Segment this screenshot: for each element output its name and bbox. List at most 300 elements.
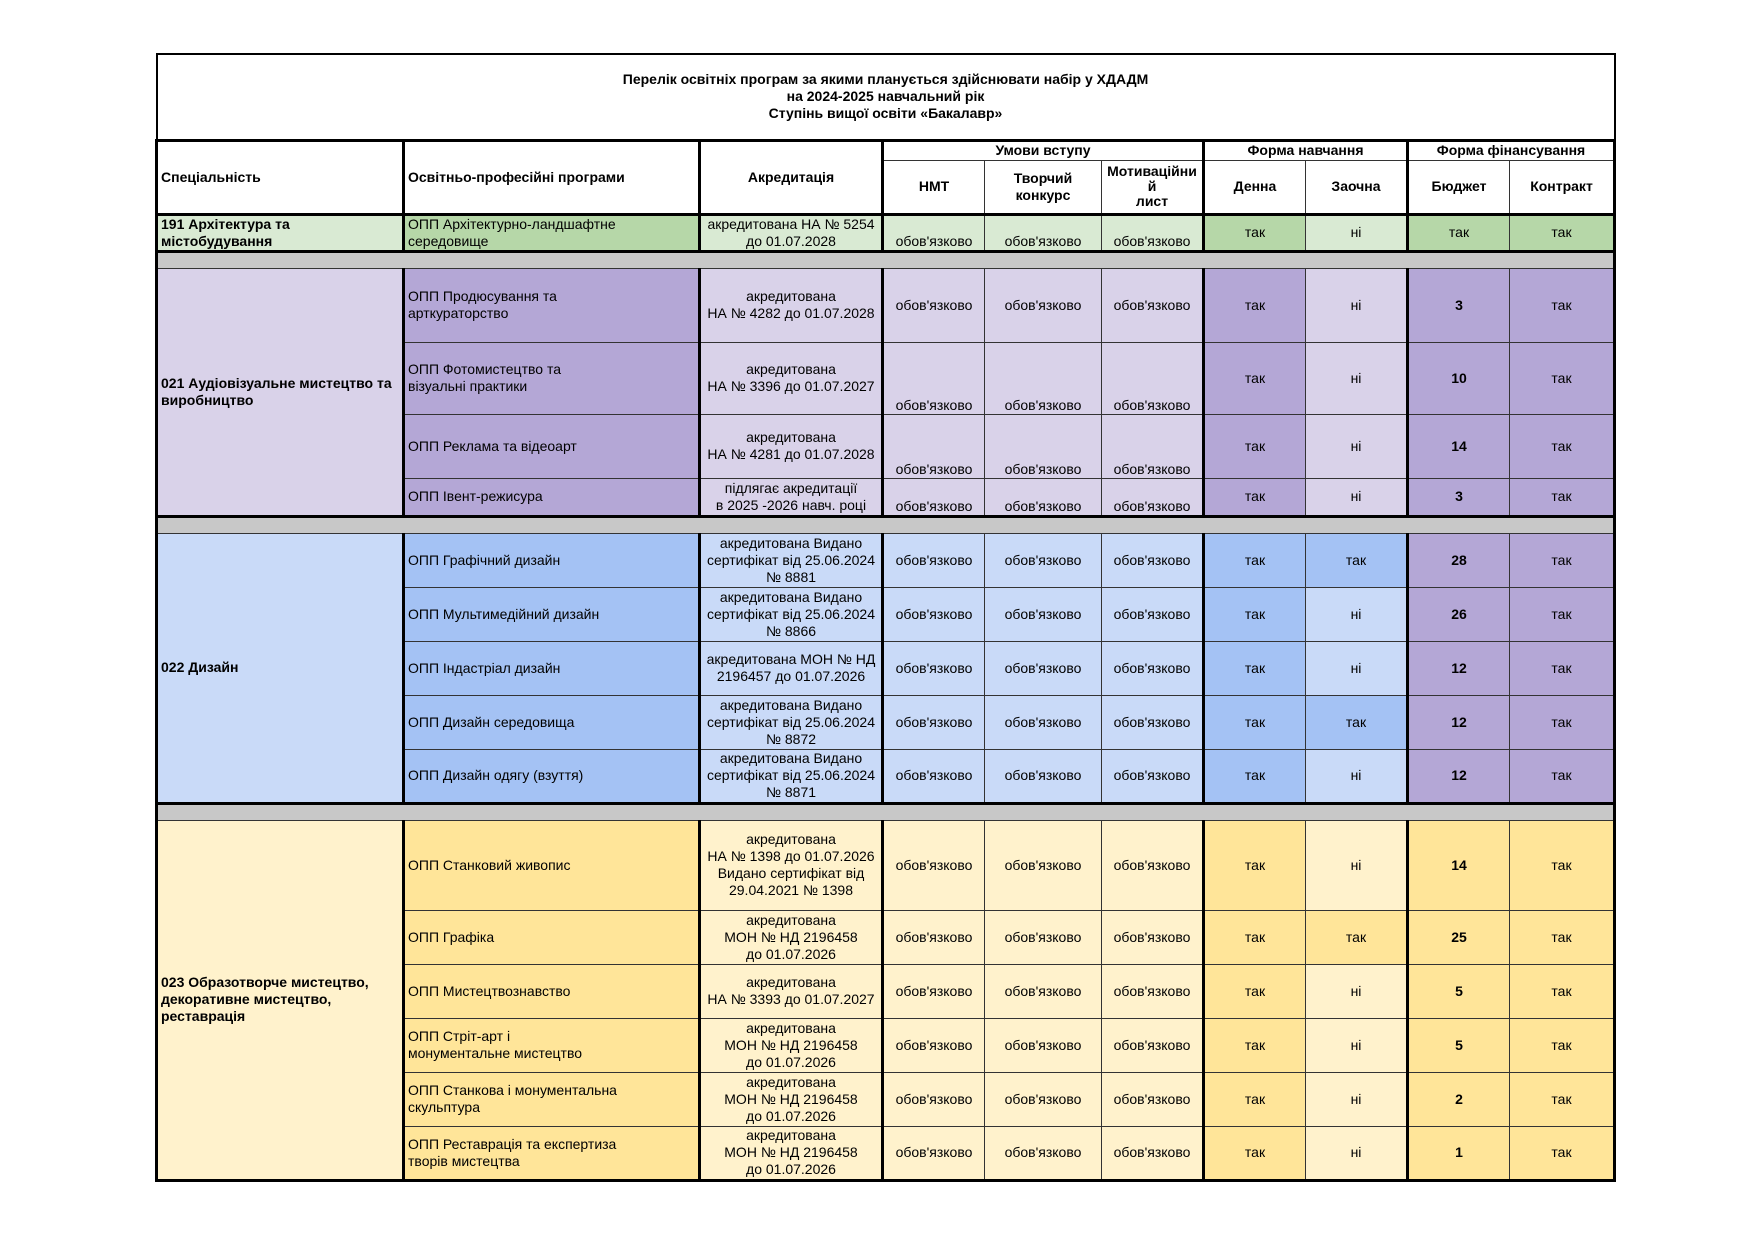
program-cell-line-2: скульптура [408, 1099, 481, 1115]
accreditation-cell-line-2: до 01.07.2028 [746, 232, 836, 249]
budget-cell [1408, 641, 1510, 695]
program-cell-line-2: монументальне мистецтво [408, 1045, 583, 1061]
header-study-form: Форма навчання [1204, 140, 1408, 160]
motivation-cell [1102, 587, 1204, 641]
program-cell [404, 1018, 700, 1072]
program-cell [404, 587, 700, 641]
budget-cell [1408, 695, 1510, 749]
nmt-cell-line-1: обов'язково [895, 767, 973, 783]
creative-cell [985, 964, 1102, 1018]
accreditation-cell-line-3: до 01.07.2026 [746, 945, 836, 962]
accreditation-cell-line-1: акредитована [746, 1019, 836, 1036]
fulltime-cell-line-1: так [1244, 713, 1266, 730]
accreditation-cell [700, 533, 883, 587]
fulltime-cell [1204, 1126, 1306, 1180]
budget-cell [1408, 478, 1510, 516]
accreditation-cell-line-2: сертифікат від 25.06.2024 [706, 551, 875, 568]
parttime-cell-line-1: ні [1350, 605, 1362, 622]
contract-cell-line-1: так [1551, 369, 1572, 386]
contract-cell-line-1: так [1551, 982, 1572, 999]
section-separator [157, 516, 1615, 533]
creative-cell [985, 1018, 1102, 1072]
nmt-cell [883, 342, 985, 414]
program-cell [404, 695, 700, 749]
fulltime-cell-line-1: так [1244, 928, 1266, 945]
specialty-cell [157, 268, 404, 516]
table-title [157, 54, 1615, 140]
motivation-cell-line-1: обов'язково [1113, 1036, 1191, 1053]
program-cell [404, 478, 700, 516]
parttime-cell-line-1: ні [1350, 369, 1362, 386]
accreditation-cell-line-2: 2196457 до 01.07.2026 [716, 668, 866, 684]
budget-cell-line-1: 14 [1451, 437, 1467, 454]
budget-cell-line-1: 1 [1455, 1144, 1463, 1160]
motivation-cell [1102, 478, 1204, 516]
table-title-row [157, 54, 1615, 140]
accreditation-cell-line-1: акредитована Видано [719, 696, 863, 713]
accreditation-cell [700, 641, 883, 695]
accreditation-cell-line-1: акредитована [746, 911, 836, 928]
creative-cell [985, 749, 1102, 803]
fulltime-cell-line-1: так [1244, 551, 1266, 568]
parttime-cell-line-1: ні [1350, 437, 1362, 454]
budget-cell [1408, 910, 1510, 964]
program-cell-line-1: ОПП Реклама та відеоарт [408, 437, 577, 454]
motivation-cell-line-1: обов'язково [1113, 605, 1191, 622]
fulltime-cell-line-1: так [1244, 856, 1266, 873]
budget-cell [1408, 414, 1510, 478]
fulltime-cell-line-1: так [1244, 982, 1266, 999]
accreditation-cell-line-2: МОН № НД 2196458 [724, 1090, 858, 1107]
fulltime-cell-line-1: так [1244, 605, 1266, 622]
program-cell-line-2: середовище [408, 232, 489, 249]
accreditation-cell-line-2: сертифікат від 25.06.2024 [706, 713, 875, 730]
header-admission-conditions: Умови вступу [883, 140, 1204, 160]
nmt-cell-line-1: обов'язково [895, 296, 973, 313]
budget-cell-line-1: 10 [1451, 369, 1467, 386]
parttime-cell [1306, 214, 1408, 251]
section-separator [157, 803, 1615, 820]
program-cell-line-1: ОПП Мистецтвознавство [408, 982, 571, 999]
parttime-cell [1306, 587, 1408, 641]
motivation-cell [1102, 1126, 1204, 1180]
motivation-cell-line-1: обов'язково [1113, 460, 1191, 477]
header-motivation [1102, 160, 1204, 214]
fulltime-cell-line-1: так [1244, 224, 1266, 240]
parttime-cell [1306, 749, 1408, 803]
program-cell [404, 641, 700, 695]
accreditation-cell-line-1: акредитована МОН № НД [706, 651, 876, 667]
accreditation-cell [700, 214, 883, 251]
creative-cell-line-1: обов'язково [1004, 1144, 1082, 1160]
fulltime-cell [1204, 820, 1306, 910]
creative-cell-line-1: обов'язково [1004, 659, 1082, 676]
accreditation-cell-line-2: сертифікат від 25.06.2024 [706, 605, 875, 622]
accreditation-cell-line-1: акредитована Видано [719, 534, 863, 551]
budget-cell-line-1: 5 [1455, 1036, 1463, 1053]
parttime-cell [1306, 641, 1408, 695]
contract-cell-line-1: так [1551, 1090, 1572, 1107]
budget-cell-line-1: 25 [1451, 928, 1467, 945]
contract-cell-line-1: так [1551, 713, 1572, 730]
creative-cell [985, 1126, 1102, 1180]
nmt-cell [883, 214, 985, 251]
contract-cell [1510, 964, 1615, 1018]
header-motivation-line-1: Мотиваційни [1107, 163, 1197, 179]
creative-cell-line-1: обов'язково [1004, 1036, 1082, 1053]
budget-cell-line-1: 12 [1451, 713, 1467, 730]
motivation-cell-line-1: обов'язково [1113, 713, 1191, 730]
accreditation-cell [700, 1126, 883, 1180]
contract-cell [1510, 533, 1615, 587]
creative-cell-line-1: обов'язково [1004, 232, 1082, 249]
nmt-cell [883, 1126, 985, 1180]
contract-cell [1510, 910, 1615, 964]
specialty-cell-line-1: 022 Дизайн [161, 659, 239, 675]
budget-cell-line-1: 3 [1455, 296, 1463, 313]
parttime-cell [1306, 964, 1408, 1018]
creative-cell-line-1: обов'язково [1004, 856, 1082, 873]
accreditation-cell-line-2: НА № 4282 до 01.07.2028 [707, 305, 875, 321]
accreditation-cell-line-1: акредитована [746, 429, 836, 445]
budget-cell [1408, 587, 1510, 641]
contract-cell [1510, 1072, 1615, 1126]
creative-cell [985, 641, 1102, 695]
program-cell-line-1: ОПП Графічний дизайн [408, 551, 561, 568]
accreditation-cell-line-3: до 01.07.2026 [746, 1053, 836, 1070]
nmt-cell [883, 478, 985, 516]
accreditation-cell-line-1: акредитована [746, 1127, 836, 1143]
budget-cell [1408, 1018, 1510, 1072]
header-motivation-line-2: й [1147, 178, 1157, 194]
specialty-cell-line-1: 191 Архітектура та містобудування [161, 215, 290, 249]
program-cell [404, 414, 700, 478]
header-row-1 [157, 140, 1615, 160]
fulltime-cell-line-1: так [1244, 488, 1266, 504]
motivation-cell-line-1: обов'язково [1113, 767, 1191, 783]
nmt-cell-line-1: обов'язково [895, 1090, 973, 1107]
creative-cell-line-1: обов'язково [1004, 460, 1082, 477]
parttime-cell-line-1: ні [1350, 982, 1362, 999]
accreditation-cell-line-2: НА № 4281 до 01.07.2028 [707, 446, 875, 462]
parttime-cell-line-1: ні [1350, 488, 1362, 504]
accreditation-cell-line-1: акредитована [746, 1073, 836, 1090]
program-cell [404, 342, 700, 414]
fulltime-cell-line-1: так [1244, 767, 1266, 783]
accreditation-cell-line-3: до 01.07.2026 [746, 1107, 836, 1124]
nmt-cell-line-1: обов'язково [895, 497, 973, 514]
accreditation-cell [700, 910, 883, 964]
nmt-cell-line-1: обов'язково [895, 982, 973, 999]
budget-cell [1408, 214, 1510, 251]
header-creative-line-1: Творчий [1013, 169, 1073, 186]
program-cell-line-1: ОПП Реставрація та експертиза [408, 1135, 617, 1152]
creative-cell [985, 587, 1102, 641]
program-cell-line-1: ОПП Дизайн середовища [408, 713, 575, 730]
fulltime-cell-line-1: так [1244, 296, 1266, 313]
budget-cell [1408, 1072, 1510, 1126]
motivation-cell-line-1: обов'язково [1113, 551, 1191, 568]
motivation-cell-line-1: обов'язково [1113, 296, 1191, 313]
motivation-cell [1102, 533, 1204, 587]
separator-cell [157, 803, 1615, 820]
motivation-cell [1102, 749, 1204, 803]
creative-cell-line-1: обов'язково [1004, 767, 1082, 783]
creative-cell-line-1: обов'язково [1004, 982, 1082, 999]
accreditation-cell [700, 478, 883, 516]
contract-cell [1510, 587, 1615, 641]
accreditation-cell [700, 1072, 883, 1126]
budget-cell-line-1: 14 [1451, 856, 1467, 873]
fulltime-cell-line-1: так [1244, 659, 1266, 676]
accreditation-cell [700, 1018, 883, 1072]
contract-cell [1510, 820, 1615, 910]
fulltime-cell [1204, 910, 1306, 964]
motivation-cell [1102, 910, 1204, 964]
contract-cell-line-1: так [1551, 1036, 1572, 1053]
creative-cell [985, 910, 1102, 964]
program-cell-line-2: арткураторство [408, 305, 509, 321]
motivation-cell-line-1: обов'язково [1113, 1090, 1191, 1107]
fulltime-cell [1204, 478, 1306, 516]
fulltime-cell [1204, 695, 1306, 749]
parttime-cell [1306, 1018, 1408, 1072]
motivation-cell [1102, 964, 1204, 1018]
budget-cell [1408, 268, 1510, 342]
program-cell-line-1: ОПП Продюсування та [408, 288, 557, 304]
budget-cell-line-1: 12 [1451, 659, 1467, 676]
program-cell [404, 964, 700, 1018]
parttime-cell [1306, 414, 1408, 478]
accreditation-cell-line-3: Видано сертифікат від [717, 865, 865, 881]
program-cell [404, 820, 700, 910]
program-cell-line-2: творів мистецтва [408, 1152, 520, 1169]
fulltime-cell-line-1: так [1244, 437, 1266, 454]
nmt-cell-line-1: обов'язково [895, 232, 973, 249]
nmt-cell [883, 414, 985, 478]
separator-cell [157, 251, 1615, 268]
motivation-cell-line-1: обов'язково [1113, 1144, 1191, 1160]
accreditation-cell [700, 820, 883, 910]
budget-cell-line-1: 2 [1455, 1090, 1463, 1107]
creative-cell [985, 268, 1102, 342]
nmt-cell [883, 910, 985, 964]
creative-cell-line-1: обов'язково [1004, 497, 1082, 514]
program-cell [404, 749, 700, 803]
nmt-cell [883, 641, 985, 695]
parttime-cell [1306, 1072, 1408, 1126]
header-fulltime: Денна [1204, 160, 1306, 214]
creative-cell [985, 214, 1102, 251]
creative-cell [985, 533, 1102, 587]
contract-cell [1510, 695, 1615, 749]
contract-cell [1510, 1018, 1615, 1072]
contract-cell-line-1: так [1551, 767, 1572, 783]
accreditation-cell-line-3: № 8881 [765, 568, 817, 585]
budget-cell-line-1: 26 [1451, 605, 1467, 622]
budget-cell-line-1: 5 [1455, 982, 1463, 999]
creative-cell-line-1: обов'язково [1004, 551, 1082, 568]
accreditation-cell [700, 342, 883, 414]
motivation-cell [1102, 1072, 1204, 1126]
accreditation-cell-line-1: підлягає акредитації [724, 479, 858, 496]
parttime-cell-line-1: так [1345, 713, 1367, 730]
contract-cell [1510, 414, 1615, 478]
specialty-cell-line-1: 023 Образотворче мистецтво, декоративне мистецтво, реставрація [161, 974, 369, 1024]
table-row [157, 820, 1615, 910]
creative-cell-line-1: обов'язково [1004, 713, 1082, 730]
contract-cell [1510, 268, 1615, 342]
table-row [157, 533, 1615, 587]
accreditation-cell-line-3: № 8872 [765, 730, 817, 747]
accreditation-cell-line-1: акредитована [746, 974, 836, 990]
accreditation-cell-line-2: МОН № НД 2196458 [724, 1036, 858, 1053]
nmt-cell [883, 695, 985, 749]
creative-cell-line-1: обов'язково [1004, 928, 1082, 945]
program-cell [404, 214, 700, 251]
separator-cell [157, 516, 1615, 533]
creative-cell [985, 414, 1102, 478]
fulltime-cell [1204, 533, 1306, 587]
specialty-cell [157, 214, 404, 251]
creative-cell-line-1: обов'язково [1004, 1090, 1082, 1107]
nmt-cell [883, 1072, 985, 1126]
fulltime-cell-line-1: так [1244, 369, 1266, 386]
accreditation-cell-line-2: НА № 3396 до 01.07.2027 [707, 378, 875, 394]
accreditation-cell-line-2: НА № 3393 до 01.07.2027 [707, 991, 875, 1007]
fulltime-cell [1204, 1018, 1306, 1072]
nmt-cell [883, 749, 985, 803]
program-cell-line-1: ОПП Графіка [408, 928, 495, 945]
contract-cell-line-1: так [1551, 1144, 1572, 1160]
section-separator [157, 251, 1615, 268]
creative-cell-line-1: обов'язково [1004, 605, 1082, 622]
creative-cell [985, 695, 1102, 749]
motivation-cell-line-1: обов'язково [1113, 982, 1191, 999]
parttime-cell-line-1: ні [1350, 296, 1362, 313]
motivation-cell-line-1: обов'язково [1113, 497, 1191, 514]
motivation-cell-line-1: обов'язково [1113, 928, 1191, 945]
parttime-cell-line-1: ні [1350, 224, 1362, 240]
motivation-cell [1102, 414, 1204, 478]
contract-cell [1510, 214, 1615, 251]
parttime-cell-line-1: ні [1350, 1090, 1362, 1107]
contract-cell [1510, 641, 1615, 695]
contract-cell-line-1: так [1551, 856, 1572, 873]
budget-cell-line-1: 28 [1451, 551, 1467, 568]
motivation-cell-line-1: обов'язково [1113, 659, 1191, 676]
creative-cell [985, 478, 1102, 516]
program-cell-line-1: ОПП Архітектурно-ландшафтне [408, 215, 616, 232]
header-budget: Бюджет [1408, 160, 1510, 214]
accreditation-cell [700, 749, 883, 803]
parttime-cell-line-1: так [1345, 928, 1367, 945]
fulltime-cell [1204, 214, 1306, 251]
motivation-cell-line-1: обов'язково [1113, 232, 1191, 249]
header-nmt: НМТ [883, 160, 985, 214]
program-cell-line-1: ОПП Станкова і монументальна [408, 1082, 617, 1098]
parttime-cell-line-1: ні [1350, 659, 1362, 676]
motivation-cell [1102, 820, 1204, 910]
header-parttime: Заочна [1306, 160, 1408, 214]
accreditation-cell-line-1: акредитована [746, 831, 836, 847]
nmt-cell-line-1: обов'язково [895, 1144, 973, 1160]
accreditation-cell-line-4: 29.04.2021 № 1398 [728, 882, 853, 898]
contract-cell-line-1: так [1551, 551, 1572, 568]
fulltime-cell [1204, 268, 1306, 342]
fulltime-cell [1204, 587, 1306, 641]
fulltime-cell [1204, 414, 1306, 478]
program-cell [404, 268, 700, 342]
motivation-cell-line-1: обов'язково [1113, 396, 1191, 413]
nmt-cell-line-1: обов'язково [895, 605, 973, 622]
motivation-cell [1102, 268, 1204, 342]
motivation-cell [1102, 641, 1204, 695]
contract-cell-line-1: так [1551, 928, 1572, 945]
nmt-cell-line-1: обов'язково [895, 396, 973, 413]
motivation-cell [1102, 695, 1204, 749]
nmt-cell-line-1: обов'язково [895, 928, 973, 945]
nmt-cell [883, 533, 985, 587]
accreditation-cell-line-1: акредитована [746, 288, 836, 304]
fulltime-cell [1204, 342, 1306, 414]
contract-cell-line-1: так [1551, 296, 1572, 313]
program-cell-line-2: візуальні практики [408, 378, 528, 394]
budget-cell [1408, 820, 1510, 910]
parttime-cell [1306, 268, 1408, 342]
program-cell-line-1: ОПП Дизайн одягу (взуття) [408, 767, 584, 783]
accreditation-cell-line-1: акредитована Видано [719, 588, 863, 605]
parttime-cell [1306, 910, 1408, 964]
budget-cell [1408, 342, 1510, 414]
accreditation-cell-line-3: до 01.07.2026 [746, 1161, 836, 1177]
motivation-cell [1102, 214, 1204, 251]
motivation-cell-line-1: обов'язково [1113, 856, 1191, 873]
creative-cell-line-1: обов'язково [1004, 296, 1082, 313]
parttime-cell-line-1: ні [1350, 856, 1362, 873]
budget-cell [1408, 964, 1510, 1018]
accreditation-cell-line-3: № 8866 [765, 622, 817, 639]
nmt-cell-line-1: обов'язково [895, 659, 973, 676]
contract-cell-line-1: так [1551, 437, 1572, 454]
accreditation-cell-line-2: НА № 1398 до 01.07.2026 [707, 848, 875, 864]
specialty-cell [157, 820, 404, 1180]
nmt-cell [883, 268, 985, 342]
contract-cell-line-1: так [1551, 224, 1572, 240]
program-cell-line-1: ОПП Індастріал дизайн [408, 659, 561, 676]
program-cell-line-1: ОПП Мультимедійний дизайн [408, 605, 600, 622]
header-contract: Контракт [1510, 160, 1615, 214]
parttime-cell-line-1: ні [1350, 1144, 1362, 1160]
fulltime-cell [1204, 641, 1306, 695]
accreditation-cell-line-2: МОН № НД 2196458 [724, 1144, 858, 1160]
accreditation-cell [700, 587, 883, 641]
header-programs: Освітньо-професійні програми [404, 140, 700, 214]
program-cell [404, 1126, 700, 1180]
fulltime-cell [1204, 964, 1306, 1018]
budget-cell [1408, 1126, 1510, 1180]
parttime-cell-line-1: ні [1350, 767, 1362, 783]
table-row [157, 268, 1615, 342]
creative-cell [985, 342, 1102, 414]
creative-cell-line-1: обов'язково [1004, 396, 1082, 413]
nmt-cell-line-1: обов'язково [895, 713, 973, 730]
program-cell [404, 533, 700, 587]
program-cell-line-1: ОПП Фотомистецтво та [408, 361, 561, 377]
fulltime-cell [1204, 1072, 1306, 1126]
contract-cell-line-1: так [1551, 659, 1572, 676]
admissions-table [155, 53, 1616, 1182]
